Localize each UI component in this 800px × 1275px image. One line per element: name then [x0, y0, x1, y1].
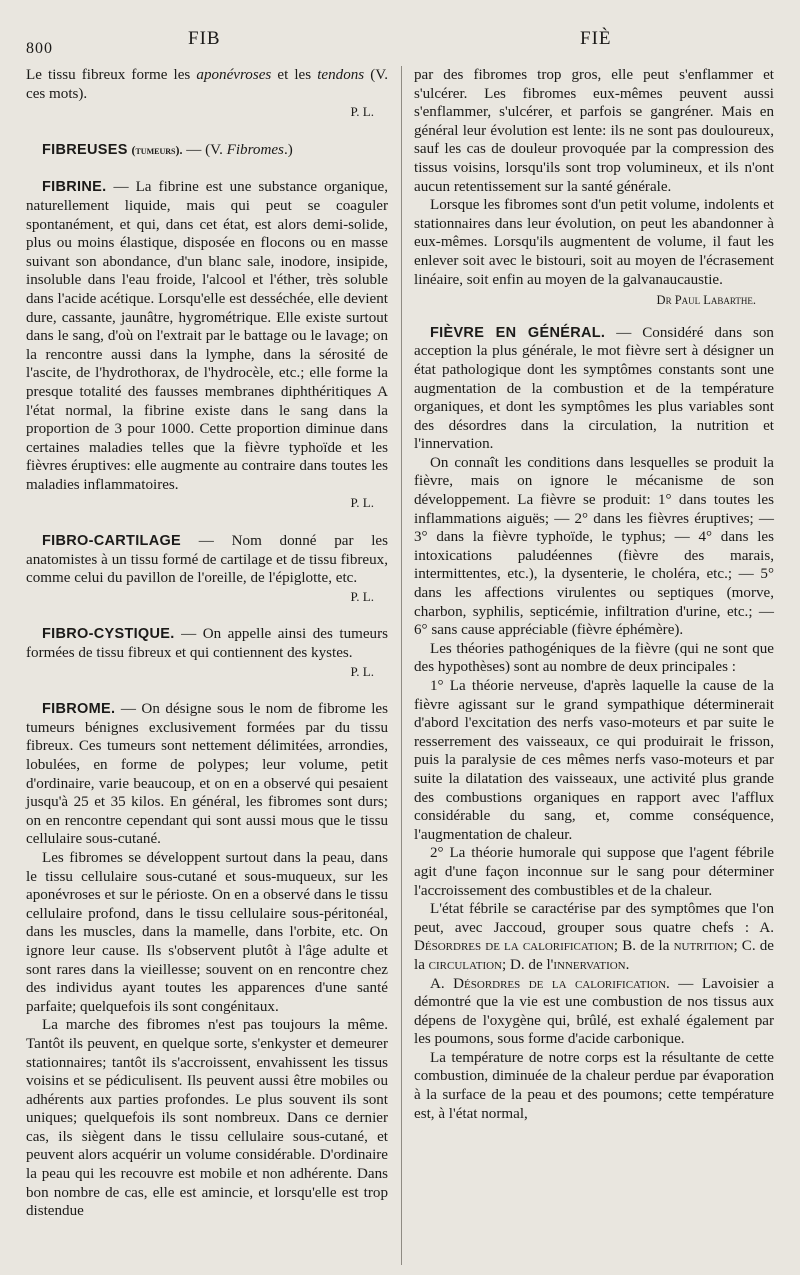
running-head-left: FIB — [188, 28, 221, 49]
entry-signature: P. L. — [350, 495, 374, 511]
entry-signature: P. L. — [350, 588, 374, 604]
column-rule — [401, 66, 402, 1265]
entry-fibreuses: FIBREUSES (tumeurs). — (V. Fibromes.) — [42, 141, 293, 158]
paragraph-febrile: L'état fébrile se caractérise par des symptômes que l'on peut, avec Jaccoud, grouper sous quatre chefs : A. Désordres de la calorification; B. de la nutrition; C. de la circulation; D. de l'innervation. — [414, 901, 774, 973]
entry-fibrome: FIBROME. — On désigne sous le nom de fibrome les tumeurs bénignes exclusivement formées par du tissu fibreux. Ces tumeurs sont nettement délimitées, arrondies, lobulées, en forme de polypes; leur volume, petit d'ordinaire, varie beaucoup, et on en a observé qui pesaient jusqu'à 25 et 35 kilos. En général, les fibromes sont durs; on en rencontre cependant qui sont aussi mous que le tissu cellulaire sous-cutané. — [26, 701, 388, 848]
headword: FIBROME. — [42, 701, 116, 718]
paragraph-develop: Les fibromes se développent surtout dans la peau, dans le tissu cellulaire sous-cutané et sous-muqueux, sur les aponévroses et sur le périoste. On en a observé dans le tissu cellulaire profond, dans le tissu cellulaire sous-péritonéal, dans les muscles, dans la mamelle, dans l'orbite, etc. On ignore leur cause. Ils s'observent plutôt à l'âge adulte et sont rares dans la vieillesse; souvent on en rencontre chez des individus ayant toutes les apparences d'une santé parfaite; quelquefois ils sont congénitaux. — [26, 849, 388, 1015]
page-number: 800 — [26, 40, 53, 57]
entry-fibreux-continuation: Le tissu fibreux forme les aponévroses et les tendons (V. ces mots). P. L. — [26, 66, 388, 122]
paragraph-calorification: A. Désordres de la calorification. — Lavoisier a démontré que la vie est une combustion de nos tissus aux dépens de l'oxygène qui, brûlé, est exhalé également par les poumons, sous forme d'acide carbonique. — [414, 975, 774, 1048]
paragraph-conditions: On connaît les conditions dans lesquelles se produit la fièvre, mais on ignore le mécanisme de son développement. La fièvre se produit: 1° dans toutes les inflammations aiguës; — 2° dans les fièvres éruptives; — 3° dans la fièvre typhoïde, le typhus; — 4° dans les intoxications paludéennes (fièvre des marais, intermittentes, etc.), la dysenterie, le choléra, etc.; — 5° dans les affections virulentes ou septiques (morve, charbon, syphilis, septicémie, infiltration d'urine, etc.; — 6° sans cause appréciable (fièvre éphémère). — [414, 454, 774, 639]
paragraph-temperature: La température de notre corps est la résultante de cette combustion, diminuée de la chaleur perdue par évaporation à la surface de la peau et des poumons; cette température est, à l'état normal, — [414, 1049, 774, 1122]
paragraph-lorsque: Lorsque les fibromes sont d'un petit volume, indolents et stationnaires dans leur évolution, on peut les abandonner à eux-mêmes. Lorsqu'ils augmentent de volume, il faut les enlever soit avec le bistouri, soit au moyen de l'écrasement linéaire, soit enfin au moyen de la galvanaucaustie. — [414, 197, 774, 288]
paragraph-continuation: par des fibromes trop gros, elle peut s'enflammer et s'ulcérer. Les fibromes eux-mêmes peuvent aussi s'enflammer, s'ulcérer, et parfois se gangréner. Mais en général leur évolution est lente: ils ne sont pas douloureux, sauf les cas de douleur provoquée par la compression des tissus voisins, lorsqu'ils sont trop volumineux, et ils n'ont aucun retentissement sur la santé générale. — [414, 67, 774, 195]
entry-signature: P. L. — [350, 104, 374, 120]
paragraph-nerveuse: 1° La théorie nerveuse, d'après laquelle la cause de la fièvre agissant sur le grand sympathique déterminerait d'abord l'excitation des nerfs vaso-moteurs et par suite le resserrement des vaisseaux, ce qui produirait le frisson, puis la paralysie de ces mêmes nerfs vaso-moteurs et par suite la dilatation des vaisseaux, une activité plus grande des combustions organiques en rapport avec l'afflux considérable du sang, et, comme conséquence, l'augmentation de chaleur. — [414, 678, 774, 843]
right-column — [414, 66, 774, 1265]
running-head-right: FIÈ — [580, 28, 612, 49]
headword: FIÈVRE EN GÉNÉRAL. — [430, 324, 606, 341]
entry-fievre: FIÈVRE EN GÉNÉRAL. — Considéré dans son acception la plus générale, le mot fièvre sert à désigner un état pathologique dont les symptômes constants sont une augmentation de la combustion et de la température organiques, et dont les symptômes les plus variables sont des désordres dans la circulation, la nutrition et l'innervation. — [414, 324, 774, 453]
paragraph-theories: Les théories pathogéniques de la fièvre (qui ne sont que des hypothèses) sont au nombre de deux principales : — [414, 640, 774, 676]
paragraph-marche: La marche des fibromes n'est pas toujours la même. Tantôt ils peuvent, en quelque sorte, s'enkyster et demeurer stationnaires; tantôt ils s'accroissent, envahissent les tissus voisins et se pédiculisent. Ils peuvent aussi être mobiles ou adhérents aux parties profondes. Le plus souvent ils sont uniques; quelquefois ils sont nombreux. Dans ce dernier cas, ils siègent dans le tissu cellulaire sous-cutané, et peuvent alors acquérir un volume considérable. D'ordinaire la peau qui les recouvre est mobile et non adhérente. Dans bon nombre de cas, elle est amincie, et lorsqu'elle est trop distendue — [26, 1017, 388, 1220]
entry-signature: P. L. — [350, 663, 374, 679]
entry-fibrine: FIBRINE. — La fibrine est une substance organique, naturellement liquide, mais qui peut se coaguler spontanément, et qui, dans cet état, est alors demi-solide, plus ou moins élastique, disposée en flocons ou en masse suivant son abondance, d'un blanc sale, inodore, insipide, insoluble dans l'eau froide, l'alcool et l'éther, très soluble dans l'acide acétique. Lorsqu'elle est desséchée, elle devient dure, cassante, jaunâtre, hygrométrique. Elle existe surtout dans le sang, d'où on l'extrait par le battage ou le lavage; on la rencontre aussi dans la lymphe, dans la sérosité de l'ascite, de l'hydrothorax, de l'hydrocèle, etc.; elle forme la presque totalité des fausses membranes diphthéritiques A l'état normal, la fibrine existe dans le sang dans la proportion de 3 pour 1000. Cette proportion diminue dans certaines maladies telles que la fièvre typhoïde et les fièvres éruptives: elle augmente au contraire dans toutes les maladies inflammatoires. P. L. — [26, 178, 388, 513]
entry-fibro-cartilage: FIBRO-CARTILAGE — Nom donné par les anatomistes à un tissu formé de cartilage et de tissu fibreux, comme celui du pavillon de l'oreille, de l'épiglotte, etc. P. L. — [26, 532, 388, 606]
headword: FIBRO-CYSTIQUE. — [42, 626, 175, 643]
headword: FIBRINE. — [42, 179, 107, 196]
headword: FIBRO-CARTILAGE — [42, 533, 182, 550]
author-signature: Dr Paul Labarthe. — [656, 293, 756, 308]
left-column — [26, 66, 388, 1265]
entry-fibro-cystique: FIBRO-CYSTIQUE. — On appelle ainsi des tumeurs formées de tissu fibreux et qui contiennent des kystes. P. L. — [26, 625, 388, 681]
paragraph-humorale: 2° La théorie humorale qui suppose que l'agent fébrile agit d'une façon inconnue sur le sang pour déterminer l'accroissement des combustibles et de la chaleur. — [414, 845, 774, 899]
headword: FIBREUSES — [42, 141, 128, 158]
